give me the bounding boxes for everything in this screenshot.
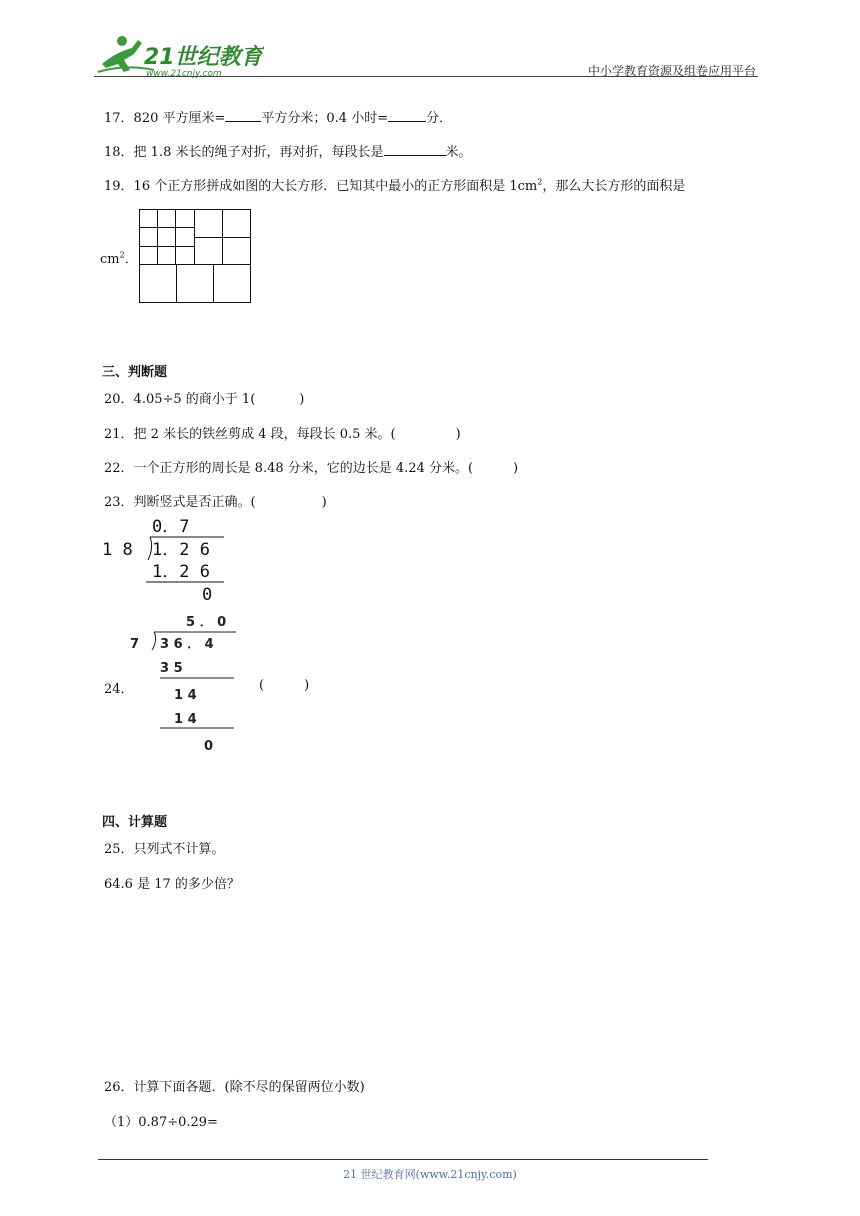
step2: 1 4 xyxy=(174,688,197,703)
question-18: 18．把 1.8 米长的绳子对折，再对折，每段长是 米。 xyxy=(104,145,472,160)
question-19-unit: $cm^2$． xyxy=(100,250,138,267)
runner-logo-icon xyxy=(94,34,264,80)
question-17: 17．820 平方厘米= 平方分米；0.4 小时= 分． xyxy=(104,111,453,126)
logo-text: 21世纪教育 xyxy=(144,45,263,70)
question-26: 26．计算下面各题．(除不尽的保留两位小数) xyxy=(104,1080,365,1095)
remainder: 0 xyxy=(202,585,213,605)
question-26-sub: （1）0.87÷0.29= xyxy=(104,1115,218,1130)
question-25: 25．只列式不计算。 xyxy=(104,842,225,857)
remainder: 0 xyxy=(204,739,214,754)
question-20: 20．4.05÷5 的商小于 1( ) xyxy=(104,392,305,407)
question-23: 23．判断竖式是否正确。( ) xyxy=(104,495,327,510)
answer-blank xyxy=(388,109,426,122)
rectangle-figure xyxy=(139,209,252,304)
section-title-calc: 四、计算题 xyxy=(102,815,168,830)
divisor: 1 8 xyxy=(102,540,133,560)
dividend: 3 6 ． 4 xyxy=(160,637,214,652)
answer-blank xyxy=(384,143,446,156)
quotient: 5 ． 0 xyxy=(186,615,227,630)
step3: 1 4 xyxy=(174,712,197,727)
question-25-sub: 64.6 是 17 的多少倍？ xyxy=(104,877,240,892)
site-logo xyxy=(94,34,264,80)
dividend: 1．2 6 xyxy=(152,540,210,560)
logo-url: www.21cnjy.com xyxy=(146,69,222,79)
question-21: 21．把 2 米长的铁丝剪成 4 段，每段长 0.5 米。( ) xyxy=(104,427,461,442)
long-division-23 xyxy=(96,514,236,606)
question-24-num: 24． xyxy=(104,682,134,697)
footer-text[interactable]: 21 世纪教育网(www.21cnjy.com) xyxy=(343,1168,517,1181)
question-22: 22．一个正方形的周长是 8.48 分米，它的边长是 4.24 分米。( ) xyxy=(104,461,519,476)
header-divider xyxy=(94,76,758,77)
question-19: 19．16 个正方形拼成如图的大长方形．已知其中最小的正方形面积是 $1cm^2$，那么大长方形的面积是 xyxy=(104,177,686,194)
section-title-judge: 三、判断题 xyxy=(102,365,168,380)
question-24-answer: ( ) xyxy=(259,678,310,693)
step1: 3 5 xyxy=(160,661,183,676)
footer-divider xyxy=(98,1159,708,1160)
quotient: 0．7 xyxy=(152,517,190,537)
long-division-24 xyxy=(124,610,244,758)
product: 1．2 6 xyxy=(152,562,210,582)
platform-name: 中小学教育资源及组卷应用平台 xyxy=(587,64,756,78)
divisor: 7 xyxy=(130,637,140,652)
answer-blank xyxy=(225,109,261,122)
